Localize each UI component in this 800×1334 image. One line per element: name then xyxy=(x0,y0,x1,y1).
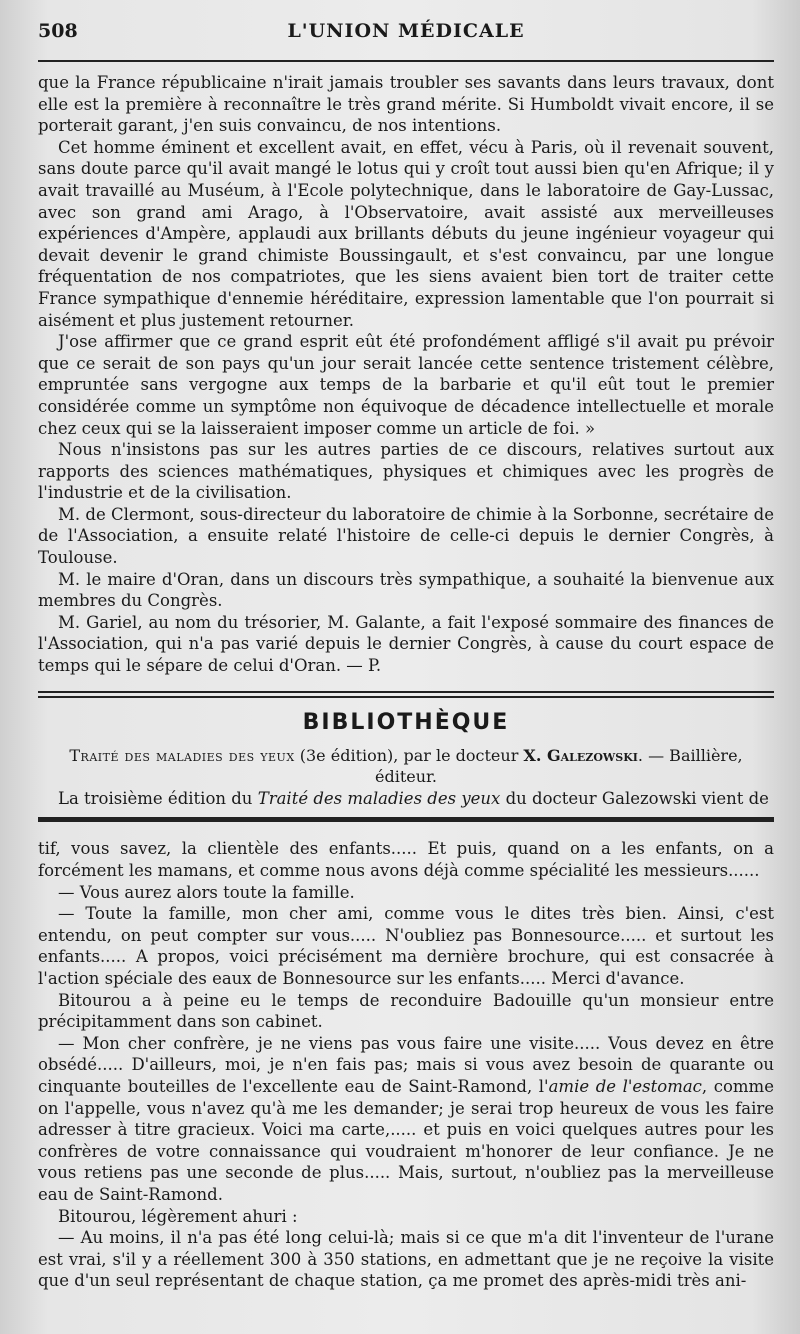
book-edition: (3e édition), par le docteur xyxy=(294,745,524,765)
book-author: X. Galezowski xyxy=(523,745,638,765)
book-entry xyxy=(38,745,774,788)
feuilleton-paragraph: — Mon cher confrère, je ne viens pas vous faire une visite..... Vous devez en être obsédé..... D'ailleurs, moi, je n'en fais pas; mais si vous avez besoin de quarante ou cinquante bouteilles de l'excellente eau de Saint-Ramond, l'amie de l'estomac, comme on l'appelle, vous n'avez qu'à me les demander; je serai trop heureux de vous les faire adresser à titre gracieux. Voici ma carte,..... et puis en voici quelques autres pour les confrères de votre connaissance qui voudraient m'honorer de leur confiance. Je ne vous retiens pas une seconde de plus..... Mais, surtout, n'oubliez pas la merveilleuse eau de Saint-Ramond. xyxy=(38,1033,774,1204)
feuilleton-paragraph: — Toute la famille, mon cher ami, comme vous le dites très bien. Ainsi, c'est entendu, on peut compter sur vous..... N'oubliez pas Bonnesource..... et surtout les enfants..... A propos, voici précisément ma dernière brochure, qui est consacrée à l'action spéciale des eaux de Bonnesource sur les enfants..... Merci d'avance. xyxy=(38,904,774,988)
section-divider xyxy=(38,691,774,698)
feuilleton xyxy=(38,838,774,1291)
book-publisher: . — Baillière, éditeur. xyxy=(374,745,743,787)
review-intro: La troisième édition du Traité des maladies des yeux du docteur Galezowski vient de xyxy=(58,788,769,808)
article-continuation xyxy=(38,72,774,677)
review-book-title: Traité des maladies des yeux xyxy=(257,788,501,808)
page-number: 508 xyxy=(38,20,78,42)
article-paragraph: Cet homme éminent et excellent avait, en effet, vécu à Paris, où il revenait souvent, sans doute parce qu'il avait mangé le lotus qui y croît tout aussi bien qu'en Afrique; il y avait travaillé au Muséum, à l'Ecole polytechnique, dans le laboratoire de Gay-Lussac, avec son grand ami Arago, à l'Observatoire, avait assisté aux merveilleuses expériences d'Ampère, applaudi aux brillants débuts du jeune ingénieur voyageur qui devait devenir le grand chimiste Boussingault, et s'est convaincu, par une longue fréquentation de nos compatriotes, que les siens avaient bien tort de traiter cette France sympathique d'ennemie héréditaire, expression lamentable que l'on pourrait si aisément et plus justement retourner. xyxy=(38,137,774,330)
article-paragraph: Nous n'insistons pas sur les autres parties de ce discours, relatives surtout aux rapports des sciences mathématiques, physiques et chimiques avec les progrès de l'industrie et de la civilisation. xyxy=(38,440,774,503)
feuilleton-paragraph: tif, vous savez, la clientèle des enfants..... Et puis, quand on a les enfants, on a forcément les mamans, et comme nous avons déjà comme spécialité les messieurs...... xyxy=(38,839,774,880)
emphasis: amie de l'estomac xyxy=(548,1076,702,1096)
journal-title: L'UNION MÉDICALE xyxy=(287,20,525,42)
running-head xyxy=(38,14,774,44)
feuilleton-divider xyxy=(38,817,774,822)
article-paragraph: M. le maire d'Oran, dans un discours très sympathique, a souhaité la bienvenue aux membres du Congrès. xyxy=(38,569,774,611)
article-paragraph: que la France républicaine n'irait jamais troubler ses savants dans leurs travaux, dont elle est la première à reconnaître le très grand mérite. Si Humboldt vivait encore, il se porterait garant, j'en suis convaincu, de nos intentions. xyxy=(38,73,774,136)
article-paragraph: J'ose affirmer que ce grand esprit eût été profondément affligé s'il avait pu prévoir que ce serait de son pays qu'un jour serait lancée cette sentence tristement célèbre, empruntée sans vergogne aux temps de la barbarie et qu'il eût tout le premier considérée comme un symptôme non équivoque de décadence intellectuelle et morale chez ceux qui se la laisseraient imposer comme un article de foi. » xyxy=(38,332,774,438)
book-title: Traité des maladies des yeux xyxy=(69,745,295,765)
feuilleton-paragraph: — Vous aurez alors toute la famille. xyxy=(58,882,355,902)
header-rule xyxy=(38,60,774,62)
feuilleton-paragraph: — Au moins, il n'a pas été long celui-là; mais si ce que m'a dit l'inventeur de l'urane est vrai, s'il y a réellement 300 à 350 stations, en admettant que je ne reçoive la visite que d'un seul représentant de chaque station, ça me promet des après-midi très ani- xyxy=(38,1228,774,1291)
section-heading: BIBLIOTHÈQUE xyxy=(302,709,510,735)
feuilleton-paragraph: Bitourou, légèrement ahuri : xyxy=(58,1206,298,1226)
article-paragraph: M. Gariel, au nom du trésorier, M. Galante, a fait l'exposé sommaire des finances de l'Association, qui n'a pas varié depuis le dernier Congrès, à cause du court espace de temps qui le sépare de celui d'Oran. — P. xyxy=(38,612,774,676)
article-paragraph: M. de Clermont, sous-directeur du laboratoire de chimie à la Sorbonne, secrétaire de de l'Association, a ensuite relaté l'histoire de celle-ci depuis le dernier Congrès, à Toulouse. xyxy=(38,504,774,568)
feuilleton-paragraph: Bitourou a à peine eu le temps de reconduire Badouille qu'un monsieur entre précipitamment dans son cabinet. xyxy=(38,990,774,1032)
